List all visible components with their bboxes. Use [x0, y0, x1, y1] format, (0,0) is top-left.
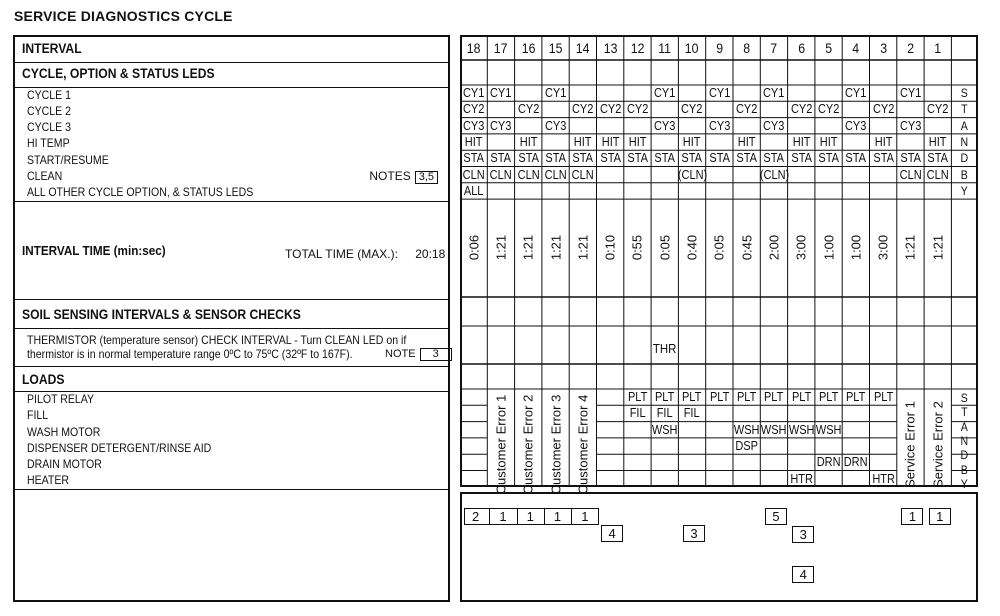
note-cell: 3 — [792, 526, 814, 543]
load-cell: DRN — [816, 455, 841, 470]
led-cell: STA — [818, 151, 839, 166]
led-cell: STA — [736, 151, 757, 166]
error-label: Customer Error 4 — [575, 394, 591, 495]
row-label-wash-motor: WASH MOTOR — [27, 425, 101, 439]
interval-time: 1:00 — [848, 234, 864, 261]
led-cell: CY2 — [517, 102, 539, 117]
led-cell: CY1 — [763, 86, 785, 100]
led-cell: STA — [627, 151, 648, 166]
led-cell: CY3 — [490, 118, 512, 133]
led-cell: STA — [709, 151, 730, 166]
led-cell: (CLN) — [678, 167, 708, 182]
load-cell: PLT — [873, 390, 893, 404]
interval-time: 0:06 — [466, 234, 482, 261]
led-cell: HIT — [573, 134, 592, 149]
load-cell: WSH — [733, 422, 760, 437]
row-label-cycle-3: CYCLE 3 — [27, 120, 72, 134]
load-cell: PLT — [682, 390, 702, 404]
led-cell: CY2 — [927, 102, 949, 117]
page-title: SERVICE DIAGNOSTICS CYCLE — [14, 8, 233, 24]
led-cell: STA — [654, 151, 676, 166]
interval-time: 1:21 — [520, 234, 536, 261]
led-cell: HIT — [928, 134, 947, 149]
led-cell: STA — [599, 151, 621, 166]
load-cell: PLT — [627, 390, 648, 404]
led-cell: CLN — [489, 167, 512, 182]
load-cell: HTR — [871, 471, 895, 486]
interval-time: 1:21 — [493, 234, 509, 261]
led-cell: HIT — [737, 134, 756, 149]
left-panel — [13, 35, 450, 602]
note-cell: 4 — [601, 525, 623, 542]
load-cell: PLT — [818, 390, 839, 404]
led-cell: STA — [763, 151, 785, 166]
led-cell: CLN — [926, 167, 949, 182]
load-cell: PLT — [736, 390, 757, 404]
interval-number: 11 — [658, 40, 672, 56]
note-cell: 2 — [462, 509, 490, 524]
led-cell: STA — [790, 151, 812, 166]
note-cell: 1 — [517, 509, 545, 524]
thermistor-note-label: NOTE — [385, 348, 416, 360]
interval-number: 6 — [797, 40, 805, 56]
interval-number: 3 — [879, 40, 887, 56]
led-cell: HIT — [628, 134, 647, 149]
interval-time: 1:21 — [548, 234, 564, 261]
status-letter: S — [961, 391, 969, 405]
interval-number: 5 — [825, 40, 832, 56]
led-cell: STA — [845, 151, 867, 166]
status-letter: Y — [961, 183, 969, 198]
thermistor-cell: THR — [652, 341, 677, 356]
led-cell: CY2 — [462, 102, 485, 117]
led-cell: CY1 — [654, 86, 676, 100]
interval-number: 14 — [575, 40, 590, 56]
error-label: Customer Error 3 — [548, 394, 564, 495]
interval-number: 10 — [685, 40, 699, 56]
led-cell: CY3 — [763, 118, 785, 133]
load-cell: DRN — [843, 455, 868, 470]
load-cell: FIL — [684, 406, 700, 421]
led-cell: CLN — [899, 167, 922, 182]
error-label: Customer Error 2 — [520, 394, 536, 495]
led-cell: CY2 — [626, 102, 649, 117]
thermistor-text-2: thermistor is in normal temperature range 0ºC to 75ºC (32ºF to 167F). — [27, 347, 353, 361]
interval-time: 0:05 — [657, 234, 673, 261]
interval-time: 2:00 — [766, 234, 782, 261]
load-cell: PLT — [655, 390, 675, 404]
status-letter: D — [960, 448, 969, 463]
led-cell: STA — [900, 151, 921, 166]
led-cell: STA — [927, 151, 949, 166]
interval-number: 8 — [743, 40, 751, 56]
total-time — [285, 247, 445, 261]
interval-time: 1:21 — [575, 234, 591, 261]
thermistor-text-1: THERMISTOR (temperature sensor) CHECK INTERVAL - Turn CLEAN LED on if — [27, 333, 407, 347]
interval-number: 18 — [466, 40, 481, 56]
interval-time: 0:55 — [629, 234, 645, 261]
load-cell: WSH — [788, 422, 815, 437]
load-cell: WSH — [651, 422, 678, 437]
row-label-cycle-1: CYCLE 1 — [27, 88, 72, 102]
note-cell: 1 — [901, 508, 923, 525]
led-cell: HIT — [464, 134, 483, 149]
load-cell: PLT — [764, 390, 784, 404]
row-label-drain-motor: DRAIN MOTOR — [27, 457, 102, 471]
status-letter: T — [961, 405, 968, 420]
load-cell: HTR — [789, 471, 813, 486]
soil-sensing-header: SOIL SENSING INTERVALS & SENSOR CHECKS — [22, 307, 301, 322]
led-cell: CY1 — [490, 86, 512, 100]
led-cell: STA — [872, 151, 894, 166]
led-cell: HIT — [601, 134, 620, 149]
led-cell: CLN — [571, 167, 594, 182]
led-cell: ALL — [463, 183, 484, 198]
row-label-cycle-2: CYCLE 2 — [27, 104, 72, 118]
led-cell: CY2 — [817, 102, 840, 117]
interval-time: 1:21 — [930, 234, 946, 261]
diagnostics-grid — [460, 35, 978, 495]
status-letter: A — [961, 118, 969, 133]
interval-number: 12 — [630, 40, 645, 56]
note-cell: 1 — [929, 508, 951, 525]
clean-notes — [369, 169, 438, 184]
interval-time: 3:00 — [875, 234, 891, 261]
led-cell: STA — [681, 151, 703, 166]
load-cell: FIL — [629, 406, 646, 421]
loads-header: LOADS — [22, 372, 65, 387]
status-letter: B — [961, 462, 969, 477]
row-label-pilot-relay: PILOT RELAY — [27, 392, 95, 406]
interval-number: 2 — [907, 40, 914, 56]
load-cell: WSH — [761, 422, 787, 437]
row-label-dispenser: DISPENSER DETERGENT/RINSE AID — [27, 441, 212, 455]
clean-notes-label: NOTES — [369, 169, 411, 183]
load-cell: PLT — [846, 390, 866, 404]
interval-time: 3:00 — [793, 234, 809, 261]
load-cell: PLT — [709, 390, 730, 404]
led-cell: HIT — [519, 134, 538, 149]
led-cell: CLN — [517, 167, 540, 182]
led-cell: HIT — [874, 134, 893, 149]
led-cell: CY3 — [845, 118, 867, 133]
interval-number: 1 — [934, 40, 942, 56]
led-cell: STA — [517, 151, 539, 166]
note-cell: 3 — [683, 525, 705, 542]
error-label: Service Error 2 — [930, 401, 946, 488]
led-cell: CY2 — [572, 102, 594, 117]
row-label-heater: HEATER — [27, 473, 70, 487]
led-cell: HIT — [819, 134, 838, 149]
interval-time: 0:45 — [739, 234, 755, 261]
led-cell: CY3 — [462, 118, 485, 133]
load-cell: FIL — [656, 406, 673, 421]
led-cell: (CLN) — [760, 167, 790, 182]
interval-number: 7 — [770, 40, 778, 56]
interval-time: 0:40 — [684, 234, 700, 261]
status-letter: N — [960, 134, 969, 149]
led-cell: CY3 — [654, 118, 676, 133]
led-cell: CY2 — [681, 102, 703, 117]
row-label-clean: CLEAN — [27, 169, 63, 183]
interval-number: 17 — [494, 40, 508, 56]
note-cell: 1 — [544, 509, 572, 524]
load-cell: PLT — [791, 390, 811, 404]
interval-time: 1:00 — [821, 234, 837, 261]
status-letter: T — [961, 102, 968, 117]
notes-area — [460, 492, 978, 602]
led-cell: STA — [545, 151, 566, 166]
interval-number: 4 — [852, 40, 860, 56]
cycle-leds-header: CYCLE, OPTION & STATUS LEDS — [22, 66, 215, 81]
error-label: Customer Error 1 — [493, 394, 509, 495]
led-cell: CY2 — [599, 102, 621, 117]
interval-number: 16 — [521, 40, 536, 56]
interval-number: 13 — [603, 40, 618, 56]
note-cell: 1 — [489, 509, 517, 524]
error-label: Service Error 1 — [902, 401, 918, 488]
clean-notes-ref: 3,5 — [415, 171, 438, 184]
interval-header: INTERVAL — [22, 41, 82, 56]
led-cell: CY3 — [544, 118, 567, 133]
row-label-all-other: ALL OTHER CYCLE OPTION, & STATUS LEDS — [27, 185, 254, 199]
note-cell: 4 — [792, 566, 814, 583]
led-cell: CY1 — [899, 86, 922, 100]
led-cell: HIT — [683, 134, 701, 149]
led-cell: STA — [463, 151, 484, 166]
interval-time: 0:05 — [711, 234, 727, 261]
interval-time: 0:10 — [602, 234, 618, 261]
note-cell: 5 — [765, 508, 787, 525]
led-cell: CY2 — [735, 102, 758, 117]
total-time-label: TOTAL TIME (MAX.): — [285, 247, 398, 261]
status-letter: S — [961, 86, 969, 100]
led-cell: CY1 — [845, 86, 867, 100]
interval-time-label: INTERVAL TIME (min:sec) — [22, 243, 166, 258]
led-cell: CY3 — [899, 118, 922, 133]
status-letter: B — [961, 167, 969, 182]
thermistor-note-ref: 3 — [420, 348, 452, 361]
interval-number: 15 — [548, 40, 563, 56]
load-cell: DSP — [735, 438, 758, 453]
led-cell: CY3 — [708, 118, 731, 133]
status-letter: Y — [961, 476, 969, 491]
status-letter: A — [961, 419, 969, 434]
led-cell: CY1 — [462, 86, 485, 100]
led-cell: CLN — [544, 167, 567, 182]
led-cell: STA — [490, 151, 512, 166]
thermistor-note — [385, 348, 452, 361]
status-letter: N — [960, 433, 969, 448]
led-cell: HIT — [792, 134, 811, 149]
led-cell: CY1 — [708, 86, 731, 100]
total-time-value: 20:18 — [415, 247, 446, 261]
load-cell: WSH — [815, 422, 842, 437]
led-cell: CY1 — [544, 86, 567, 100]
note-cell: 1 — [581, 509, 589, 524]
interval-number: 9 — [715, 40, 723, 56]
row-label-fill: FILL — [27, 408, 49, 422]
led-cell: CY2 — [872, 102, 894, 117]
status-letter: D — [960, 151, 969, 166]
row-label-hi-temp: HI TEMP — [27, 136, 70, 150]
led-cell: CLN — [462, 167, 485, 182]
led-cell: CY2 — [790, 102, 812, 117]
led-cell: STA — [572, 151, 594, 166]
interval-time: 1:21 — [902, 234, 918, 261]
row-label-start-resume: START/RESUME — [27, 153, 109, 167]
